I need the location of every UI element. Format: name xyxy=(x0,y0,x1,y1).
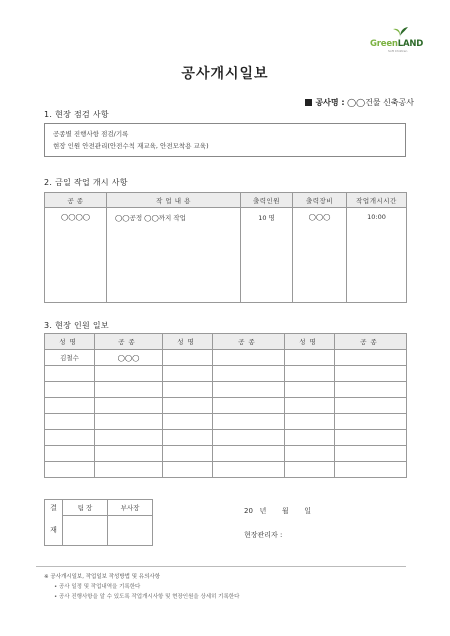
project-value: ◯◯건물 신축공사 xyxy=(347,98,414,107)
header-cell: 출력장비 xyxy=(293,193,347,208)
cell-work-type[interactable] xyxy=(213,398,285,414)
table-row xyxy=(45,382,407,398)
signature-cell[interactable] xyxy=(108,516,153,546)
header-cell: 공종 xyxy=(335,334,407,350)
section2-heading: 2. 금일 작업 개시 사항 xyxy=(44,178,128,187)
notes-item: • 공사 진행사항을 알 수 있도록 작업개시사항 및 현장인원을 상세히 기록한다 xyxy=(54,594,240,600)
cell-name[interactable] xyxy=(45,462,95,478)
cell-work-type[interactable] xyxy=(213,430,285,446)
table-header-row xyxy=(45,193,407,208)
cell-name[interactable] xyxy=(163,414,213,430)
table-row xyxy=(45,462,407,478)
cell-work-type[interactable] xyxy=(213,350,285,366)
table-header-row xyxy=(45,334,407,350)
signature-cell[interactable] xyxy=(63,516,108,546)
logo-tagline: Soft Children xyxy=(388,49,408,53)
cell-work-type[interactable] xyxy=(95,430,163,446)
cell-work-type[interactable] xyxy=(335,366,407,382)
cell-work-type[interactable] xyxy=(95,446,163,462)
table-row xyxy=(45,208,407,303)
project-label: 공사명 : xyxy=(315,98,345,107)
cell-name[interactable]: 김철수 xyxy=(45,350,95,366)
cell-work-type[interactable]: ◯◯◯ xyxy=(95,350,163,366)
cell-name[interactable] xyxy=(45,430,95,446)
cell-name[interactable] xyxy=(285,398,335,414)
cell-work-type[interactable] xyxy=(335,350,407,366)
staff-table xyxy=(44,333,407,478)
approval-side-top: 결 xyxy=(45,500,63,516)
cell-name[interactable] xyxy=(163,366,213,382)
cell-work-type[interactable] xyxy=(95,414,163,430)
cell-work-type[interactable]: ◯◯◯◯ xyxy=(45,208,107,303)
table-row xyxy=(45,446,407,462)
cell-work-type[interactable] xyxy=(335,430,407,446)
table-row xyxy=(45,430,407,446)
notes xyxy=(44,572,239,602)
sprout-icon xyxy=(390,26,410,38)
cell-name[interactable] xyxy=(285,446,335,462)
cell-name[interactable] xyxy=(163,462,213,478)
cell-name[interactable] xyxy=(285,414,335,430)
table-row xyxy=(45,398,407,414)
cell-name[interactable] xyxy=(163,382,213,398)
cell-work-type[interactable] xyxy=(95,398,163,414)
divider xyxy=(36,566,406,567)
table-row xyxy=(45,414,407,430)
cell-work-type[interactable] xyxy=(213,414,285,430)
cell-work-type[interactable] xyxy=(213,382,285,398)
cell-work-type[interactable] xyxy=(335,446,407,462)
cell-work-type[interactable] xyxy=(335,462,407,478)
inspection-line: 공종별 진행사항 점검/기록 xyxy=(53,130,129,138)
cell-work-type[interactable] xyxy=(95,366,163,382)
work-start-table xyxy=(44,192,407,303)
logo-wordmark: GreenLAND xyxy=(370,39,424,49)
cell-work-type[interactable] xyxy=(95,382,163,398)
cell-work-type[interactable] xyxy=(335,414,407,430)
table-row xyxy=(45,350,407,366)
cell-work-type[interactable] xyxy=(213,462,285,478)
cell-name[interactable] xyxy=(163,446,213,462)
cell-name[interactable] xyxy=(45,398,95,414)
cell-name[interactable] xyxy=(45,382,95,398)
cell-work-type[interactable] xyxy=(95,462,163,478)
greenland-logo xyxy=(366,26,436,52)
cell-name[interactable] xyxy=(163,430,213,446)
inspection-box xyxy=(44,123,406,157)
cell-name[interactable] xyxy=(285,350,335,366)
header-cell: 출력인원 xyxy=(241,193,293,208)
header-cell: 성명 xyxy=(285,334,335,350)
cell-name[interactable] xyxy=(285,462,335,478)
cell-name[interactable] xyxy=(163,398,213,414)
notes-title: ※ 공사개시일보, 작업일보 작성방법 및 유의사항 xyxy=(44,574,161,580)
header-cell: 공종 xyxy=(95,334,163,350)
cell-work-type[interactable] xyxy=(213,366,285,382)
header-cell: 공종 xyxy=(213,334,285,350)
cell-name[interactable] xyxy=(285,382,335,398)
cell-start-time[interactable]: 10:00 xyxy=(347,208,407,303)
cell-work-content[interactable]: ◯◯공정 ◯◯까지 작업 xyxy=(107,208,241,303)
cell-name[interactable] xyxy=(163,350,213,366)
inspection-line: 현장 인원 안전관리(안전수칙 재교육, 안전모착용 교육) xyxy=(53,142,209,150)
approval-side-bottom: 재 xyxy=(45,516,63,546)
cell-work-type[interactable] xyxy=(213,446,285,462)
notes-item: • 공사 일정 및 작업내역을 기록한다 xyxy=(54,584,141,590)
section1-heading: 1. 현장 점검 사항 xyxy=(44,110,109,119)
section3-heading: 3. 현장 인원 일보 xyxy=(44,321,109,330)
site-manager-label: 현장관리자 : xyxy=(244,531,283,539)
cell-workers[interactable]: 10 명 xyxy=(241,208,293,303)
cell-work-type[interactable] xyxy=(335,398,407,414)
cell-work-type[interactable] xyxy=(335,382,407,398)
cell-name[interactable] xyxy=(45,366,95,382)
page-title: 공사개시일보 xyxy=(181,66,269,82)
cell-equipment[interactable]: ◯◯◯ xyxy=(293,208,347,303)
table-row xyxy=(45,366,407,382)
date-line: 20 년 월 일 xyxy=(244,507,312,515)
header-cell: 작업개시시간 xyxy=(347,193,407,208)
cell-name[interactable] xyxy=(285,430,335,446)
square-bullet-icon xyxy=(305,99,312,106)
approval-box xyxy=(44,499,153,546)
header-cell: 공 종 xyxy=(45,193,107,208)
header-cell: 성명 xyxy=(45,334,95,350)
header-cell: 성명 xyxy=(163,334,213,350)
project-name xyxy=(305,97,414,108)
cell-name[interactable] xyxy=(45,414,95,430)
cell-name[interactable] xyxy=(285,366,335,382)
header-cell: 작 업 내 용 xyxy=(107,193,241,208)
approval-col-vice-president: 부사장 xyxy=(108,500,153,516)
cell-name[interactable] xyxy=(45,446,95,462)
approval-col-team-leader: 팀 장 xyxy=(63,500,108,516)
